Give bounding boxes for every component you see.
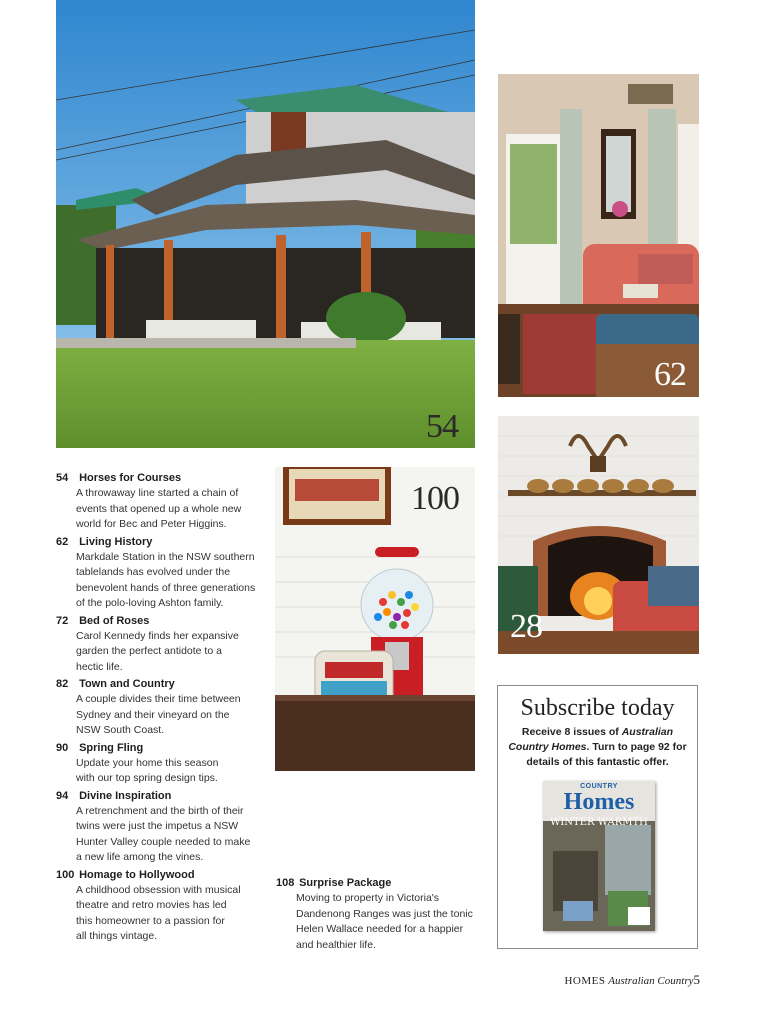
- toc-description-line: A childhood obsession with musical: [76, 883, 241, 896]
- gumball-machine-photo: [275, 467, 475, 771]
- page-footer: [564, 972, 700, 988]
- toc-description-line: Helen Wallace needed for a happier: [296, 923, 464, 935]
- toc-entry-heading: [56, 868, 266, 883]
- footer-page-number: 5: [693, 972, 700, 987]
- table-of-contents-extra: [276, 876, 476, 955]
- toc-description-line: this homeowner to a passion for: [76, 914, 225, 927]
- toc-description: [56, 756, 266, 787]
- toc-title: Surprise Package: [299, 877, 392, 889]
- toc-title: Bed of Roses: [79, 614, 150, 627]
- toc-description: [56, 629, 266, 676]
- toc-description: [56, 804, 266, 866]
- living-room-photo: [498, 74, 699, 397]
- page-number-28: 28: [510, 608, 542, 645]
- toc-title: Living History: [79, 535, 153, 548]
- table-of-contents: [56, 471, 266, 947]
- toc-entry[interactable]: [56, 471, 266, 533]
- toc-entry-heading: [56, 614, 266, 629]
- cover-headline: WINTER WARMTH: [550, 817, 648, 828]
- toc-description-line: events that opened up a whole new: [76, 502, 242, 515]
- toc-description-line: tablelands has evolved under the: [76, 566, 231, 578]
- toc-page-number: 108: [276, 877, 295, 889]
- toc-title: Homage to Hollywood: [79, 868, 195, 881]
- toc-description: [56, 550, 266, 612]
- toc-title: Spring Fling: [79, 741, 144, 754]
- toc-description-line: NSW South Coast.: [76, 724, 165, 736]
- toc-description-line: benevolent hands of three generations: [76, 581, 256, 594]
- toc-page-number: 90: [56, 741, 69, 754]
- toc-description: [56, 486, 266, 533]
- subscribe-text: Receive 8 issues of Australian Country Homes. Turn to page 92 for details of this fantastic offer.: [508, 726, 687, 768]
- toc-description-line: Dandenong Ranges was just the tonic: [296, 907, 473, 920]
- magazine-cover: [543, 781, 655, 931]
- toc-title: Horses for Courses: [79, 472, 182, 484]
- toc-entry-heading: [56, 789, 266, 804]
- page-number-54: 54: [426, 408, 458, 445]
- toc-description: [56, 692, 266, 739]
- footer-brand: HOMES: [564, 975, 606, 987]
- page-number-62: 62: [654, 356, 686, 393]
- toc-description: [276, 891, 476, 953]
- toc-title: Town and Country: [79, 678, 175, 690]
- toc-entry[interactable]: [56, 741, 266, 787]
- pavilion-photo: [56, 0, 475, 448]
- toc-description-line: Update your home this season: [76, 756, 219, 769]
- toc-page-number: 94: [56, 789, 69, 802]
- toc-description-line: all things vintage.: [76, 930, 158, 942]
- page-number-100: 100: [411, 480, 459, 517]
- toc-description-line: A retrenchment and the birth of their: [76, 804, 244, 817]
- toc-entry-heading: [56, 741, 266, 756]
- toc-description-line: garden the perfect antidote to a: [76, 645, 222, 657]
- toc-description-line: Carol Kennedy finds her expansive: [76, 629, 239, 642]
- toc-description-line: twins were just the impetus a NSW: [76, 820, 239, 832]
- toc-entry-heading: [56, 677, 266, 692]
- toc-page-number: 62: [56, 535, 69, 548]
- toc-page-number: 72: [56, 614, 69, 627]
- toc-description-line: Markdale Station in the NSW southern: [76, 550, 255, 563]
- toc-description-line: a new life among the vines.: [76, 851, 204, 863]
- subscribe-box[interactable]: [497, 685, 698, 949]
- toc-description-line: of the polo-loving Ashton family.: [76, 597, 224, 609]
- toc-entry[interactable]: [56, 614, 266, 676]
- toc-entry[interactable]: [56, 535, 266, 612]
- toc-entry[interactable]: [56, 677, 266, 739]
- toc-description-line: Hunter Valley couple needed to make: [76, 835, 251, 848]
- toc-page-number: 82: [56, 678, 69, 690]
- toc-description-line: and healthier life.: [296, 938, 376, 951]
- toc-page-number: 54: [56, 472, 69, 484]
- cover-masthead: Homes: [563, 789, 635, 815]
- toc-entry[interactable]: [56, 789, 266, 866]
- toc-description-line: Sydney and their vineyard on the: [76, 708, 230, 721]
- toc-description-line: world for Bec and Peter Higgins.: [76, 518, 227, 530]
- toc-description-line: A throwaway line started a chain of: [76, 487, 239, 499]
- toc-description-line: theatre and retro movies has led: [76, 899, 227, 911]
- footer-title: Australian Country: [608, 975, 694, 987]
- fireplace-photo: [498, 416, 699, 654]
- toc-description-line: Moving to property in Victoria's: [296, 892, 440, 904]
- toc-title: Divine Inspiration: [79, 789, 172, 802]
- cover-masthead-small: COUNTRY: [580, 783, 618, 790]
- toc-description-line: hectic life.: [76, 660, 123, 673]
- toc-entry[interactable]: [276, 876, 476, 953]
- toc-entry-heading: [56, 535, 266, 550]
- toc-description: [56, 883, 266, 945]
- toc-entry-heading: [276, 876, 476, 891]
- toc-description-line: with our top spring design tips.: [76, 772, 218, 784]
- toc-entry[interactable]: [56, 868, 266, 945]
- toc-description-line: A couple divides their time between: [76, 693, 241, 705]
- subscribe-title: Subscribe today: [520, 695, 675, 721]
- toc-page-number: 100: [56, 868, 75, 881]
- toc-entry-heading: [56, 471, 266, 486]
